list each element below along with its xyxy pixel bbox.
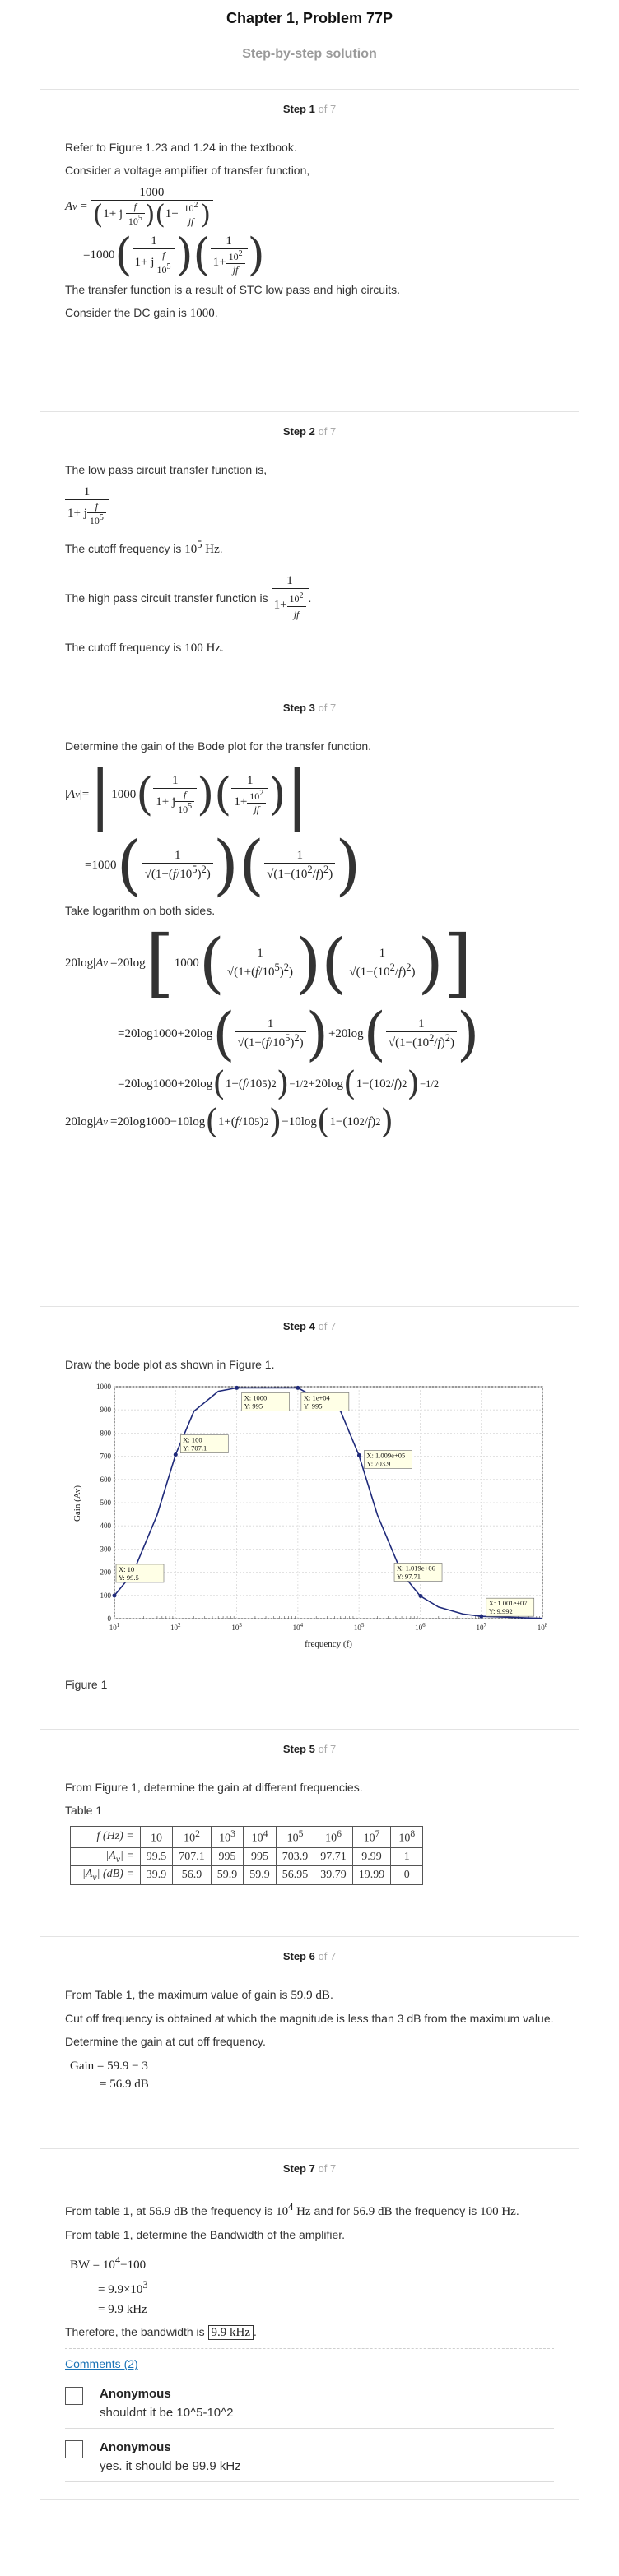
data-tip-label: X: 10 — [119, 1564, 135, 1573]
data-tip-label: Y: 9.992 — [488, 1607, 513, 1616]
table-cell: 995 — [211, 1847, 244, 1866]
step-text: Draw the bode plot as shown in Figure 1. — [65, 1358, 275, 1371]
step-1 — [40, 90, 579, 412]
table-cell: 56.95 — [276, 1866, 314, 1885]
step-text: Consider a voltage amplifier of transfer function, — [65, 164, 310, 177]
data-tip-marker — [235, 1386, 239, 1390]
transfer-function-eq: A v = 1000 (1+ j $\frac{f}{10^5}$ )(1+ $\frac{10^2}{jf}$ ) — [65, 186, 554, 228]
table-cell: 703.9 — [276, 1847, 314, 1866]
step-header: Step 6 of 7 — [282, 1950, 337, 1962]
table-cell: 39.79 — [314, 1866, 353, 1885]
gain-magnitude-sqrt-eq: = 1000 ( $\frac{1}{√(1+(f/10^5)^2)}$ ) ( $\frac{1}{√(1-(10^2/f)^2)}$ ) — [85, 827, 361, 903]
bandwidth-result: 9.9 kHz — [208, 2325, 254, 2340]
solution-steps — [40, 89, 579, 2500]
comment-text: shouldnt it be 10^5-10^2 — [100, 2406, 234, 2420]
log-eq-1: 20log | A v | = 20log [ 1000 ( $\frac{1}{√(1+(f/10^5)^2)}$ ) ( $\frac{1}{√(1-(10^2/f)^2)}$ ) ] — [65, 920, 472, 1006]
step-7 — [40, 2149, 579, 2349]
data-tip-label: X: 1.001e+07 — [488, 1599, 528, 1608]
comments-section — [40, 2349, 579, 2499]
y-tick-label: 1000 — [96, 1383, 111, 1391]
comments-link[interactable]: Comments (2) — [65, 2357, 138, 2370]
y-tick-label: 700 — [100, 1452, 111, 1461]
table-cell: 97.71 — [314, 1847, 353, 1866]
page-title: Chapter 1, Problem 77P — [226, 10, 393, 26]
table-row — [71, 1827, 423, 1848]
table-cell: 10 — [140, 1827, 173, 1848]
table-cell: 99.5 — [140, 1847, 173, 1866]
x-tick-label: $10^6$ — [415, 1622, 426, 1632]
step-text: From Table 1, the maximum value of gain is 59.9 dB. — [65, 1988, 333, 2002]
step-text: From table 1, determine the Bandwidth of the amplifier. — [65, 2228, 346, 2241]
table-row — [71, 1866, 423, 1885]
table-cell: 19.99 — [352, 1866, 391, 1885]
step-text: The high pass circuit transfer function is 1 1+ $\frac{10^2}{jf}$ . — [65, 574, 312, 620]
data-tip-label: X: 1.009e+05 — [366, 1451, 406, 1460]
table-row — [71, 1847, 423, 1866]
y-axis-label: Gain (Av) — [72, 1485, 82, 1522]
table-cell: $10^3$ — [211, 1827, 244, 1848]
low-pass-eq: 1 1+ j $\frac{f}{10^5}$ — [65, 485, 554, 527]
x-tick-label: $10^3$ — [231, 1622, 242, 1632]
table-cell: 39.9 — [140, 1866, 173, 1885]
bandwidth-eq: BW = $10^4-100$ = $9.9\times 10^3$ = 9.9 kHz — [70, 2254, 148, 2316]
step-text: The low pass circuit transfer function is, — [65, 463, 268, 476]
step-4 — [40, 1307, 579, 1730]
y-tick-label: 100 — [100, 1591, 111, 1600]
y-tick-label: 0 — [107, 1615, 111, 1623]
data-tip-label: X: 1e+04 — [303, 1393, 330, 1402]
table-cell: 59.9 — [244, 1866, 277, 1885]
table-cell: $10^8$ — [391, 1827, 423, 1848]
step-text: Cut off frequency is obtained at which the magnitude is less than 3 dB from the maximum value. — [65, 2012, 554, 2025]
step-text: From table 1, at 56.9 dB the frequency is $10^4$ Hz and for 56.9 dB the frequency is 100 Hz. — [65, 2201, 519, 2218]
step-header: Step 4 of 7 — [282, 1320, 337, 1332]
page-subtitle: Step-by-step solution — [242, 47, 377, 61]
step-header: Step 5 of 7 — [282, 1743, 337, 1755]
gain-table — [70, 1826, 423, 1885]
step-text: From Figure 1, determine the gain at different frequencies. — [65, 1781, 363, 1794]
y-axis-ticks — [96, 1383, 112, 1623]
step-text: The cutoff frequency is $10^5$ Hz. — [65, 539, 223, 556]
data-tip-label: Y: 703.9 — [366, 1459, 391, 1468]
figure-caption: Figure 1 — [65, 1678, 108, 1691]
x-axis-ticks — [109, 1622, 548, 1632]
step-text: Therefore, the bandwidth is 9.9 kHz . — [65, 2325, 257, 2339]
data-tip-label: Y: 995 — [303, 1402, 323, 1411]
y-tick-label: 200 — [100, 1568, 111, 1577]
table-cell: 1 — [391, 1847, 423, 1866]
table-cell: 995 — [244, 1847, 277, 1866]
header — [0, 0, 619, 89]
x-tick-label: $10^1$ — [109, 1622, 120, 1632]
table-cell: 0 — [391, 1866, 423, 1885]
comment-author: Anonymous — [100, 2440, 171, 2454]
data-tip-marker — [174, 1452, 178, 1457]
table-cell: $10^4$ — [244, 1827, 277, 1848]
step-header: Step 1 of 7 — [282, 103, 337, 115]
gain-magnitude-eq: | A v | = | 1000 ( 1 1+ j $\frac{f}{10^5}$ ) ( 1 1+ $\frac{10^2}{jf}$ ) | — [65, 756, 309, 832]
x-tick-label: $10^8$ — [537, 1622, 548, 1632]
step-text: Refer to Figure 1.23 and 1.24 in the textbook. — [65, 141, 297, 154]
table-cell: $10^6$ — [314, 1827, 353, 1848]
table-cell: $10^2$ — [173, 1827, 212, 1848]
gain-cutoff-eq: Gain = 59.9 − 3 = 56.9 dB — [70, 2059, 149, 2091]
data-tip-label: Y: 995 — [244, 1402, 263, 1411]
step-text: The transfer function is a result of STC low pass and high circuits. — [65, 283, 400, 296]
step-text: Take logarithm on both sides. — [65, 904, 216, 917]
table-row-label: $|A_v|$ = — [71, 1847, 141, 1866]
comment-author: Anonymous — [100, 2387, 171, 2401]
comment-item — [65, 2375, 554, 2429]
step-3 — [40, 688, 579, 1307]
comment-text: yes. it should be 99.9 kHz — [100, 2459, 241, 2473]
y-tick-label: 900 — [100, 1406, 111, 1415]
table-caption: Table 1 — [65, 1804, 103, 1817]
table-cell: 59.9 — [211, 1866, 244, 1885]
y-tick-label: 300 — [100, 1545, 111, 1554]
data-tip-marker — [419, 1594, 423, 1598]
step-5 — [40, 1730, 579, 1937]
data-tip-label: X: 1000 — [244, 1393, 268, 1402]
x-tick-label: $10^5$ — [353, 1622, 365, 1632]
step-text: The cutoff frequency is 100 Hz. — [65, 641, 224, 655]
data-tip-label: Y: 707.1 — [183, 1443, 207, 1452]
data-tip-marker — [479, 1615, 483, 1619]
comment-avatar — [65, 2387, 83, 2405]
comment-item — [65, 2429, 554, 2482]
step-header: Step 2 of 7 — [282, 425, 337, 438]
table-cell: 56.9 — [173, 1866, 212, 1885]
data-tip-label: X: 100 — [183, 1435, 202, 1444]
data-tip-marker — [357, 1453, 361, 1457]
transfer-function-expanded: = 1000 ( 1 1+ j $\frac{f}{10^5}$ ) ( 1 1+ $\frac{10^2}{jf}$ ) — [83, 229, 265, 280]
y-tick-label: 600 — [100, 1475, 111, 1484]
data-tip-marker — [296, 1386, 300, 1390]
data-tip-marker — [113, 1593, 117, 1597]
table-row-label: f (Hz) = — [71, 1827, 141, 1848]
x-tick-label: $10^7$ — [476, 1622, 486, 1632]
log-eq-4: 20log | A v | = 20log1000 − 10log ( 1+ ( f / 10 5 ) 2 ) − 10log ( 1− ( 10 2 / f ) 2 ) — [65, 1103, 393, 1141]
y-tick-label: 800 — [100, 1429, 111, 1438]
y-tick-label: 400 — [100, 1522, 111, 1531]
step-text: Consider the DC gain is 1000. — [65, 306, 218, 320]
x-tick-label: $10^2$ — [170, 1622, 181, 1632]
y-tick-label: 500 — [100, 1499, 111, 1507]
step-text: Determine the gain of the Bode plot for the transfer function. — [65, 739, 371, 753]
table-cell: 9.99 — [352, 1847, 391, 1866]
step-header: Step 7 of 7 — [282, 2162, 337, 2175]
bode-plot-chart — [65, 1380, 559, 1660]
step-text: Determine the gain at cut off frequency. — [65, 2035, 266, 2048]
step-6 — [40, 1937, 579, 2149]
data-tip-label: X: 1.019e+06 — [397, 1564, 435, 1573]
table-cell: 707.1 — [173, 1847, 212, 1866]
comment-avatar — [65, 2440, 83, 2458]
table-row-label: $|A_v|$ (dB) = — [71, 1866, 141, 1885]
data-tip-label: Y: 99.5 — [119, 1573, 139, 1582]
data-tip-label: Y: 97.71 — [397, 1572, 421, 1581]
step-header: Step 3 of 7 — [282, 702, 337, 714]
step-2 — [40, 412, 579, 688]
table-cell: $10^7$ — [352, 1827, 391, 1848]
x-axis-label: frequency (f) — [305, 1639, 352, 1649]
log-eq-3: = 20log1000 + 20log ( 1+ ( f / 10 5 ) 2 ) −1/2 + 20log ( 1− ( 10 2 / f ) 2 ) −1/2 — [118, 1065, 440, 1103]
log-eq-2: = 20log1000 + 20log ( $\frac{1}{√(1+(f/10^5)^2)}$ ) + 20log ( $\frac{1}{√(1-(10^2/f)^2)}$ ) — [118, 1000, 480, 1068]
table-cell: $10^5$ — [276, 1827, 314, 1848]
x-tick-label: $10^4$ — [292, 1622, 304, 1632]
